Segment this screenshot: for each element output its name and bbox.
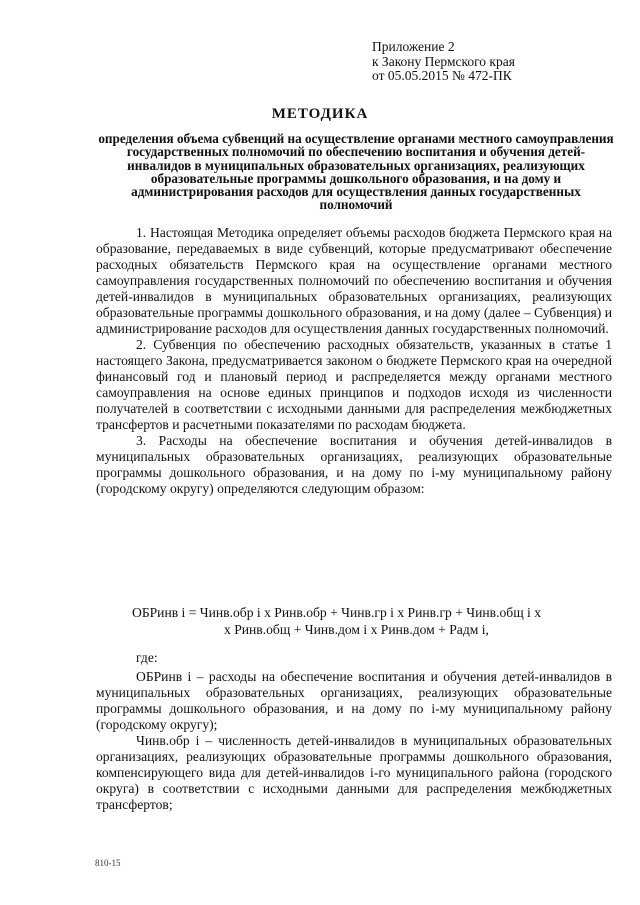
document-title: МЕТОДИКА bbox=[271, 106, 369, 122]
where-label: где: bbox=[136, 650, 158, 665]
paragraph-3: 3. Расходы на обеспечение воспитания и обучения детей-инвалидов в муниципальных образовательных организациях, реализующих образовательные программы дошкольного образования, и на дому по i-му муниципальному району (городскому округу) определяются следующим образом: bbox=[96, 433, 612, 496]
formula-line-1: ОБРинв i = Чинв.обр i х Ринв.обр + Чинв.гр i х Ринв.гр + Чинв.общ i х bbox=[132, 605, 542, 620]
paragraph-1: 1. Настоящая Методика определяет объемы расходов бюджета Пермского края на образование, передаваемых в виде субвенций, которые предусматривают обеспечение расходных обязательств Пермского края на осуществление органами местного самоуправления государственных полномочий по обеспечению воспитания и обучения детей-инвалидов в муниципальных образовательных организациях, реализующих образовательные программы дошкольного образования, и на дому (далее – Субвенция) и администрирование расходов для осуществления данных государственных полномочий. bbox=[96, 225, 612, 336]
definition-1: ОБРинв i – расходы на обеспечение воспитания и обучения детей-инвалидов в муниципальных образовательных организациях, реализующих образовательные программы дошкольного образования, и на дому по i-му муниципальному району (городскому округу); bbox=[96, 669, 612, 732]
document-body bbox=[96, 225, 612, 497]
document-subtitle: определения объема субвенций на осуществление органами местного самоуправления государственных полномочий по обеспечению воспитания и обучения детей-инвалидов в муниципальных образовательных организациях, реализующих образовательные программы дошкольного образования, и на дому и администрирования расходов для осуществления данных государственных полномочий bbox=[98, 131, 614, 213]
definition-2: Чинв.обр i – численность детей-инвалидов в муниципальных образовательных организациях, реализующих образовательные программы дошкольного образования, компенсирующего вида для детей-инвалидов i-го муниципального района (городского округа) в соответствии с исходными данными для распределения межбюджетных трансфертов; bbox=[96, 733, 612, 812]
definitions-block bbox=[96, 650, 612, 813]
footer-code: 810-15 bbox=[95, 858, 121, 868]
formula-line-2: х Ринв.общ + Чинв.дом i х Ринв.дом + Радм i, bbox=[224, 622, 489, 637]
formula-block bbox=[132, 604, 602, 638]
appendix-line-2: к Закону Пермского края bbox=[372, 53, 515, 69]
appendix-line-3: от 05.05.2015 № 472-ПК bbox=[372, 68, 512, 83]
paragraph-2: 2. Субвенция по обеспечению расходных обязательств, указанных в статье 1 настоящего Закона, предусматривается законом о бюджете Пермского края на очередной финансовый год и плановый период и распределяется между органами местного самоуправления на основе единых принципов и подходов исходя из численности получателей в соответствии с исходными данными для распределения межбюджетных трансфертов и расчетными показателями по расходам бюджета. bbox=[96, 337, 612, 432]
appendix-block bbox=[372, 40, 515, 84]
appendix-line-1: Приложение 2 bbox=[372, 39, 455, 54]
